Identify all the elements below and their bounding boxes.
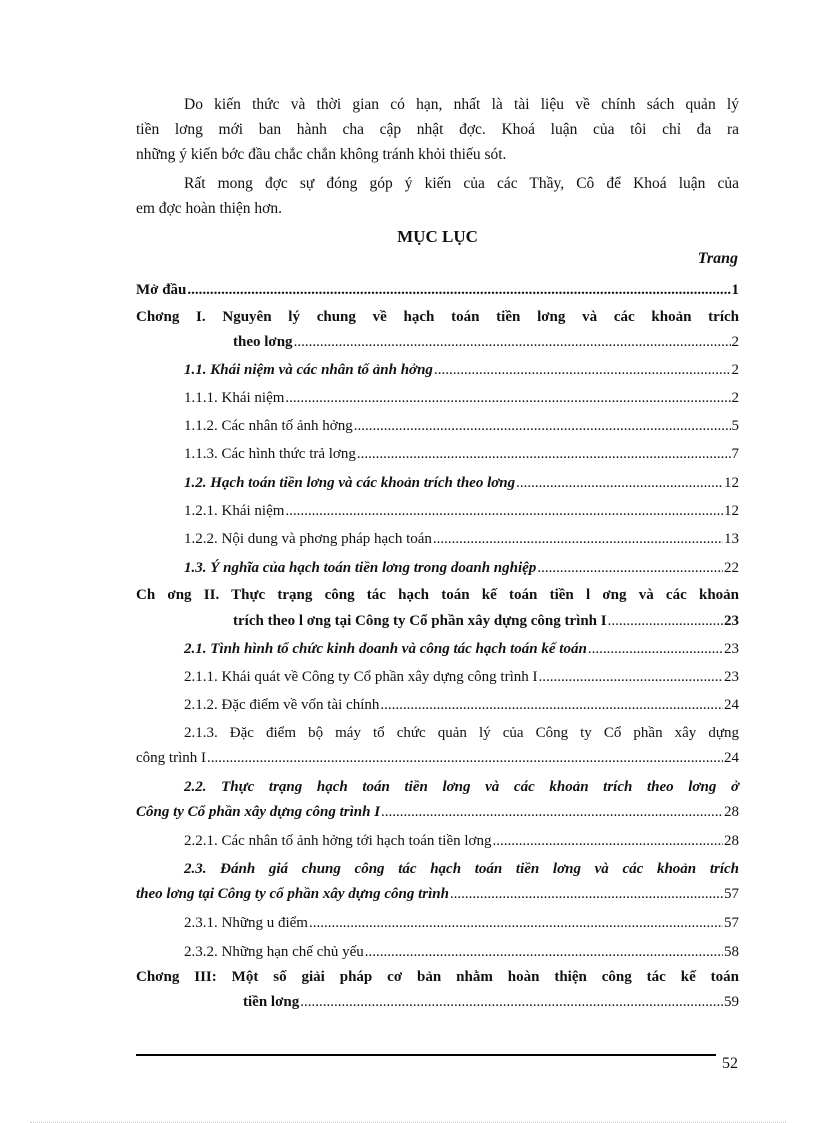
toc-entry-page: 59 <box>724 994 739 1010</box>
toc-entry-1-1[interactable] <box>184 358 739 382</box>
toc-entry-label: 2.1. Tình hình tổ chức kinh doanh và công tác hạch toán kế toán <box>184 641 587 657</box>
dot-leader <box>207 746 723 770</box>
dot-leader <box>300 990 723 1014</box>
toc-entry-page: 1 <box>731 282 739 298</box>
toc-entry-chapter-2[interactable] <box>233 609 739 633</box>
dot-leader <box>450 882 723 906</box>
toc-entry-2-1-3[interactable] <box>136 746 739 770</box>
toc-entry-page: 23 <box>724 669 739 685</box>
toc-chapter-2-heading[interactable]: Ch ơng II. Thực trạng công tác hạch toán kế toán tiền l ơng và các khoản <box>136 587 739 603</box>
toc-entry-2-1[interactable] <box>184 637 739 661</box>
footer-rule <box>136 1054 716 1056</box>
toc-chapter-3-heading[interactable]: Chơng III: Một số giải pháp cơ bản nhằm hoàn thiện công tác kế toán <box>136 969 739 985</box>
toc-entry-2-1-3-line1[interactable]: 2.1.3. Đặc điểm bộ máy tổ chức quản lý của Công ty Cổ phần xây dựng <box>184 725 739 741</box>
toc-entry-2-1-2[interactable] <box>184 693 739 717</box>
dot-leader <box>608 609 723 633</box>
toc-entry-page: 28 <box>724 804 739 820</box>
dot-leader <box>516 471 723 495</box>
text-line: những ý kiến bớc đầu chắc chắn không tránh khỏi thiếu sót. <box>136 146 507 163</box>
dot-leader <box>537 556 723 580</box>
toc-entry-page: 58 <box>724 944 739 960</box>
dot-leader <box>354 414 731 438</box>
toc-entry-chapter-1[interactable] <box>233 330 739 354</box>
dot-leader <box>285 499 723 523</box>
toc-chapter-1-heading[interactable]: Chơng I. Nguyên lý chung về hạch toán tiền lơng và các khoản trích <box>136 309 739 325</box>
toc-entry-label: 1.2. Hạch toán tiền lơng và các khoản trích theo lơng <box>184 475 516 491</box>
toc-entry-page: 5 <box>731 418 739 434</box>
toc-entry-page: 57 <box>724 886 739 902</box>
toc-entry-2-3-2[interactable] <box>184 940 739 964</box>
intro-paragraph-1 <box>136 92 739 167</box>
toc-entry-mo-dau[interactable] <box>136 278 739 302</box>
intro-paragraph-2 <box>136 171 739 221</box>
toc-entry-chapter-3[interactable] <box>243 990 739 1014</box>
dot-leader <box>357 442 731 466</box>
toc-entry-page: 22 <box>724 560 739 576</box>
toc-entry-2-2[interactable] <box>136 800 739 824</box>
dot-leader <box>539 665 724 689</box>
toc-entry-label: 1.3. Ý nghĩa của hạch toán tiền lơng trong doanh nghiệp <box>184 560 537 576</box>
toc-entry-1-1-1[interactable] <box>184 386 739 410</box>
toc-entry-page: 28 <box>724 833 739 849</box>
toc-entry-label: trích theo l ơng tại Công ty Cổ phần xây dựng công trình I <box>233 613 607 629</box>
toc-entry-page: 2 <box>731 334 739 350</box>
dot-leader <box>434 358 731 382</box>
toc-entry-1-3[interactable] <box>184 556 739 580</box>
dot-leader <box>285 386 730 410</box>
dot-leader <box>309 911 723 935</box>
toc-page-column-header: Trang <box>697 250 738 267</box>
toc-entry-label: 1.1.3. Các hình thức trả lơng <box>184 446 356 462</box>
toc-entry-label: theo lơng <box>233 334 293 350</box>
text-line: em đợc hoàn thiện hơn. <box>136 200 282 217</box>
toc-entry-label: 1.1.2. Các nhân tố ảnh hởng <box>184 418 353 434</box>
text-line: Rất mong đợc sự đóng góp ý kiến của các Thầy, Cô để Khoá luận của <box>184 175 739 192</box>
dot-leader <box>294 330 731 354</box>
toc-entry-1-2[interactable] <box>184 471 739 495</box>
toc-entry-1-2-1[interactable] <box>184 499 739 523</box>
toc-title: MỤC LỤC <box>397 227 478 246</box>
toc-entry-2-2-1[interactable] <box>184 829 739 853</box>
toc-entry-label: tiền lơng <box>243 994 300 1010</box>
text-line: tiền lơng mới ban hành cha cập nhật đợc. Khoá luận của tôi chỉ đa ra <box>136 121 739 138</box>
toc-entry-2-1-1[interactable] <box>184 665 739 689</box>
toc-entry-label: 1.2.1. Khái niệm <box>184 503 285 519</box>
toc-entry-label: 1.1.1. Khái niệm <box>184 390 285 406</box>
toc-entry-label: công trình I <box>136 750 206 766</box>
toc-entry-label: 2.1.2. Đặc điểm về vốn tài chính <box>184 697 380 713</box>
dot-leader <box>380 693 723 717</box>
toc-entry-2-3-1[interactable] <box>184 911 739 935</box>
dot-leader <box>493 829 724 853</box>
toc-entry-2-3-line1[interactable]: 2.3. Đánh giá chung công tác hạch toán tiền lơng và các khoản trích <box>184 861 739 877</box>
toc-entry-label: 2.1.1. Khái quát về Công ty Cổ phần xây dựng công trình I <box>184 669 538 685</box>
dot-leader <box>381 800 723 824</box>
toc-entry-1-2-2[interactable] <box>184 527 739 551</box>
toc-entry-page: 23 <box>724 641 739 657</box>
dot-leader <box>588 637 723 661</box>
toc-entry-label: 1.2.2. Nội dung và phơng pháp hạch toán <box>184 531 432 547</box>
toc-entry-page: 2 <box>731 362 739 378</box>
toc-entry-1-1-3[interactable] <box>184 442 739 466</box>
toc-entry-page: 24 <box>724 697 739 713</box>
toc-entry-label: Mở đầu <box>136 282 187 298</box>
toc-entry-2-3[interactable] <box>136 882 739 906</box>
toc-entry-page: 12 <box>724 503 739 519</box>
toc-entry-label: 2.3.2. Những hạn chế chủ yếu <box>184 944 364 960</box>
toc-entry-label: 1.1. Khái niệm và các nhân tố ảnh hởng <box>184 362 433 378</box>
toc-entry-label: 2.2.1. Các nhân tố ảnh hởng tới hạch toán tiền lơng <box>184 833 492 849</box>
toc-entry-page: 23 <box>724 613 739 629</box>
toc-entry-1-1-2[interactable] <box>184 414 739 438</box>
toc-entry-page: 57 <box>724 915 739 931</box>
toc-entry-label: 2.3.1. Những u điểm <box>184 915 308 931</box>
toc-entry-page: 12 <box>724 475 739 491</box>
toc-entry-page: 2 <box>731 390 739 406</box>
toc-entry-2-2-line1[interactable]: 2.2. Thực trạng hạch toán tiền lơng và các khoản trích theo lơng ở <box>184 779 739 795</box>
dot-leader <box>433 527 723 551</box>
dot-leader <box>187 278 730 302</box>
toc-entry-page: 24 <box>724 750 739 766</box>
toc-entry-label: theo lơng tại Công ty cổ phần xây dựng công trình <box>136 886 449 902</box>
toc-entry-page: 7 <box>731 446 739 462</box>
page-number: 52 <box>722 1055 738 1072</box>
toc-entry-label: Công ty Cổ phần xây dựng công trình I <box>136 804 381 820</box>
text-line: Do kiến thức và thời gian có hạn, nhất là tài liệu về chính sách quản lý <box>184 96 739 113</box>
toc-entry-page: 13 <box>724 531 739 547</box>
dot-leader <box>365 940 723 964</box>
